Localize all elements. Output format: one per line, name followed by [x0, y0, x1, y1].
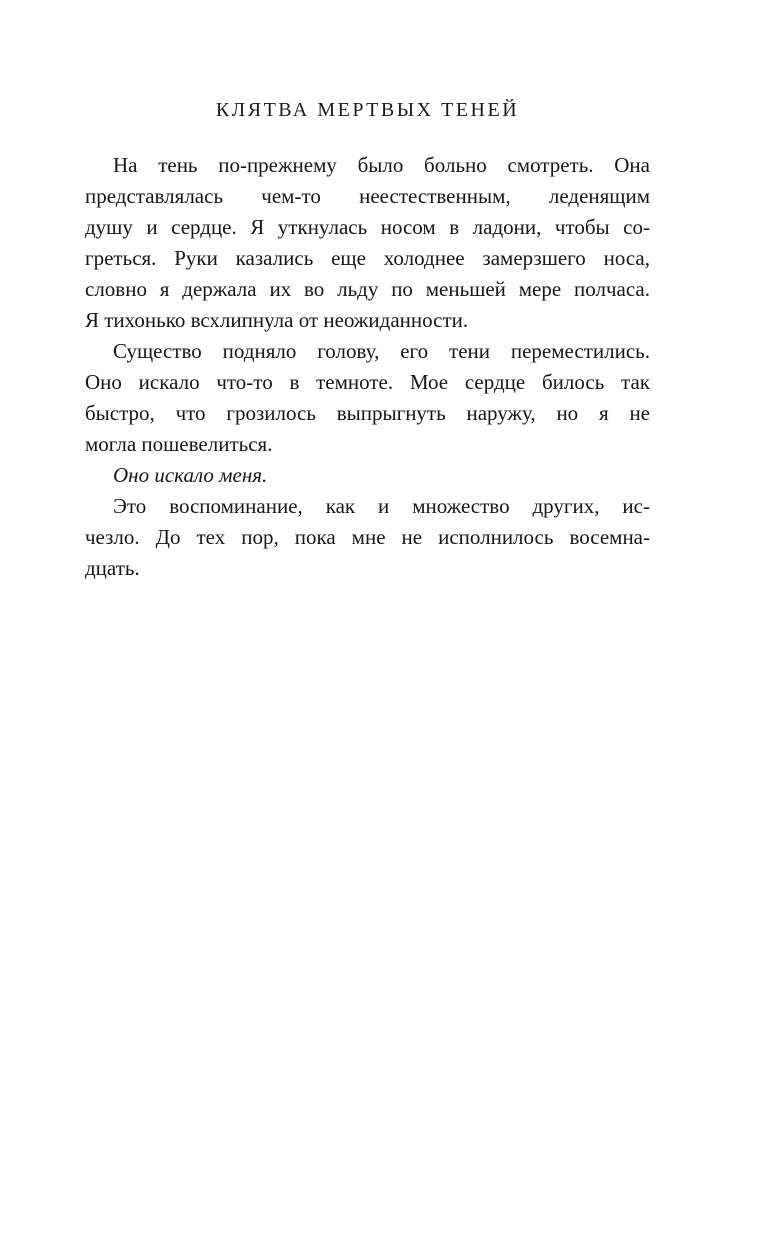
text-line: могла пошевелиться. — [85, 432, 273, 456]
text-line: Оно искало что-то в темноте. Мое сердце билось так — [85, 370, 650, 394]
text-line: греться. Руки казались еще холоднее замерзшего носа, — [85, 246, 650, 270]
text-line: Существо подняло голову, его тени переместились. — [113, 339, 650, 363]
paragraph — [85, 491, 650, 584]
text-line: дцать. — [85, 556, 140, 580]
text-line: душу и сердце. Я уткнулась носом в ладони, чтобы со- — [85, 215, 650, 239]
text-line: чезло. До тех пор, пока мне не исполнилось восемна- — [85, 525, 650, 549]
text-line: быстро, что грозилось выпрыгнуть наружу, но я не — [85, 401, 650, 425]
text-line: На тень по-прежнему было больно смотреть. Она — [113, 153, 650, 177]
text-line: представлялась чем-то неестественным, леденящим — [85, 184, 650, 208]
paragraph — [85, 150, 650, 336]
text-line: Это воспоминание, как и множество других, ис- — [113, 494, 650, 518]
text-line: Я тихонько всхлипнула от неожиданности. — [85, 308, 469, 332]
page-body — [85, 150, 650, 584]
paragraph — [85, 336, 650, 460]
text-line: Оно искало меня. — [113, 463, 268, 487]
chapter-title: КЛЯТВА МЕРТВЫХ ТЕНЕЙ — [215, 99, 520, 121]
text-block — [85, 98, 650, 584]
paragraph — [85, 460, 650, 491]
text-line: словно я держала их во льду по меньшей мере полчаса. — [85, 277, 650, 301]
